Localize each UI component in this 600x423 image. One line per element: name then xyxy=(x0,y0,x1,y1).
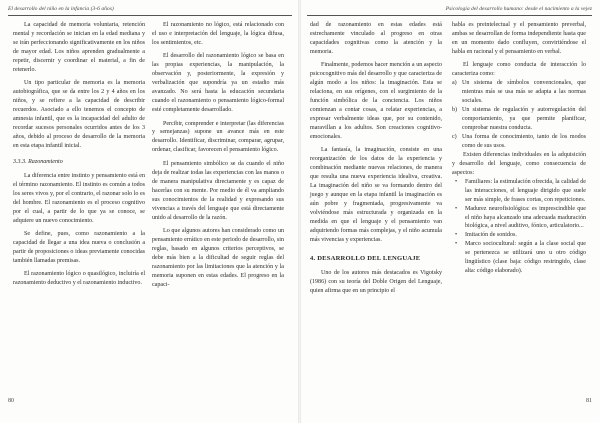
bullet-text: Familiares: la estimulación ofrecida, la calidad de las interacciones, el lenguaje dirigido que suele ser más simple, de frases cortas, con repeticiones. xyxy=(465,178,586,203)
list-item-text: Una forma de conocimiento, tanto de los modos como de sus usos. xyxy=(462,133,586,149)
paragraph: El razonamiento no lógico, está relacionado con el uso e interpretación del lenguaje, la lógica difusa, los sentimientos, etc. xyxy=(152,22,284,46)
right-header-rule xyxy=(307,15,592,16)
paragraph: habla es preintelectual y el pensamiento preverbal, ambas se desarrollan de forma independiente hasta que en un momento dado confluyen, convirtiéndose el habla en racional y el pensamiento en verbal. xyxy=(452,22,586,55)
list-item xyxy=(452,133,586,151)
right-page-number: 81 xyxy=(586,398,592,404)
paragraph: La diferencia entre instinto y pensamiento está en el término razonamiento. El instinto es común a todos los seres vivos y, por el contrario, el razonar solo lo es del hombre. El razonamiento es el proceso cognitivo por el cual, a partir de lo que ya se conoce, se adquiere un nuevo conocimiento. xyxy=(13,172,145,224)
paragraph: Lo que algunos autores han considerado como un pensamiento errático en este periodo de desarrollo, sin reglas, basado en algunos criterios perceptivos, se debe más bien a la dificultad de seguir reglas del razonamiento por las limitaciones que la atención y la memoria suponen en estas edades. El progreso en la capaci- xyxy=(152,228,284,288)
paragraph: Uno de los autores más destacados es Vigotsky (1986) con su teoría del Doble Origen del Lenguaje, quien afirma que en un principio el xyxy=(310,269,442,294)
bullet-text: Madurez neurofisiológica: es imprescindible que el niño haya alcanzado una adecuada maduración biológica, a nivel auditivo, fónico, articulatorio... xyxy=(465,205,586,230)
bullet-item xyxy=(452,231,586,240)
bullet-item xyxy=(452,205,586,232)
left-column-1 xyxy=(13,21,145,288)
paragraph: Percibir, comprender e interpretar (las diferencias y semejanzas) supone un avance más en este desarrollo. Identificar, discriminar, comparar, agrupar, ordenar, clasificar, favorecen el pensamiento lógico. xyxy=(152,120,284,154)
right-column-2 xyxy=(452,21,586,276)
list-item-text: Un sistema de regulación y autorregulación del comportamiento, ya que permite planificar, comprobar nuestra conducta. xyxy=(462,107,586,131)
list-marker: a) xyxy=(452,80,457,87)
paragraph: La fantasía, la imaginación, consiste en una reorganización de los datos de la experiencia y combinación mediante nuevas relaciones, de manera que resulta una nueva experiencia idealiva, creativa. La imaginación del niño se va formando dentro del juego y aunque en la etapa infantil la imaginación es aún pobre y fragmentada, progresivamente va volviéndose más estructurada y organizada en la medida en que el lenguaje y el pensamiento van adquiriendo formas más complejas, y el niño acumula más vivencias y experiencias. xyxy=(310,147,442,243)
paragraph: Se define, pues, como razonamiento a la capacidad de llegar a una idea nueva o conclusión a partir de proposiciones o ideas previamente conocidas también llamadas premisas. xyxy=(13,231,145,264)
paragraph: dad de razonamiento en estas edades está estrechamente vinculado al progreso en otras capacidades cognitivas como la atención y la memoria. xyxy=(310,22,442,55)
list-item-text: Un sistema de símbolos convencionales, que mientras más se usa más se adapta a las normas sociales. xyxy=(462,80,586,105)
right-running-head: Psicología del desarrollo humano: desde el nacimiento a la vejez xyxy=(445,6,592,12)
right-column-1 xyxy=(310,21,442,296)
paragraph: Existen diferencias individuales en la adquisición y desarrollo del lenguaje, como consecuencia de aspectos: xyxy=(452,151,586,176)
paragraph: El desarrollo del razonamiento lógico se basa en las propias experiencias, la manipulación, la observación y, posteriormente, la expresión y verbalización que supondría ya un estadio más avanzado. No será hasta la educación secundaria cuando el razonamiento o pensamiento lógico-formal esté completamente desarrollado. xyxy=(152,53,284,114)
lettered-list xyxy=(452,79,586,151)
bullet-icon: • xyxy=(455,178,458,185)
list-marker: b) xyxy=(452,107,458,114)
paragraph: Finalmente, podemos hacer mención a un aspecto psicocognitivo más del desarrollo y que caracteriza de algún modo a los niños: la imaginación. Esta se relaciona, en sus orígenes, con el surgimiento de la función simbólica de la conciencia. Los niños comienzan a contar cosas, a relatar experiencias, a expresar verbalmente ideas que, por su contenido, maravillan a los adultos. Son creaciones cognitivo-emocionales. xyxy=(310,62,442,140)
list-item xyxy=(452,106,586,133)
paragraph: La capacidad de memoria voluntaria, retención mental y recordación se inician en la edad mediana y se irán perfeccionando significativamente en los niños de mayor edad. Los niños aprenden gradualmente a repetir, discernir y coordinar el material, a fin de retenerlo. xyxy=(13,22,145,73)
bullet-text: Imitación de sonidos. xyxy=(465,232,517,239)
paragraph: El lenguaje como conducta de interacción lo caracteriza como: xyxy=(452,62,586,78)
paragraph: El pensamiento simbólico se da cuando el niño deja de realizar todas las experiencias con las manos o de manera manipulativa directamente y es capaz de hacerlas con su mente. Por medio de él va ampliando sus conocimientos de la realidad y expresando sus vivencias a través del lenguaje que está directamente unido al desarrollo de la razón. xyxy=(152,160,284,221)
bullet-icon: • xyxy=(455,241,458,248)
paragraph: El razonamiento lógico o quasilógico, incluiría el razonamiento deductivo y el razonamiento inductivo. xyxy=(13,271,145,287)
bullet-icon: • xyxy=(455,205,458,212)
left-running-head: El desarrollo del niño en la infancia (3-6 años) xyxy=(8,6,114,12)
left-page-number: 80 xyxy=(8,398,14,404)
left-page xyxy=(0,0,298,423)
bullet-item xyxy=(452,240,586,276)
left-column-2 xyxy=(152,21,284,290)
bullet-item xyxy=(452,178,586,205)
list-marker: c) xyxy=(452,133,457,140)
bullet-text: Marco sociocultural: según a la clase social que se pertenezca se utilizará uno u otro código lingüístico (clase baja: código restringido, clase alta: código elaborado). xyxy=(465,241,586,275)
list-item xyxy=(452,79,586,106)
right-page xyxy=(301,0,600,423)
section-subheading: 3.3.3. Razonamiento xyxy=(13,158,63,165)
left-header-rule xyxy=(8,15,292,16)
bullet-list xyxy=(452,178,586,276)
paragraph: Un tipo particular de memoria es la memoria autobiográfica, que se da entre los 2 y 4 años en los niños, y se refiere a la capacidad de describir recuerdos. Asociado a ello tenemos el concepto de amnesia infantil, que es la incapacidad del adulto de recordar sucesos personales ocurridos antes de los 3 años, debido al proceso de desarrollo de la memoria en esta etapa infantil inicial. xyxy=(13,80,145,149)
bullet-icon: • xyxy=(455,232,458,239)
section-heading: 4. DESARROLLO DEL LENGUAJE xyxy=(310,254,421,262)
